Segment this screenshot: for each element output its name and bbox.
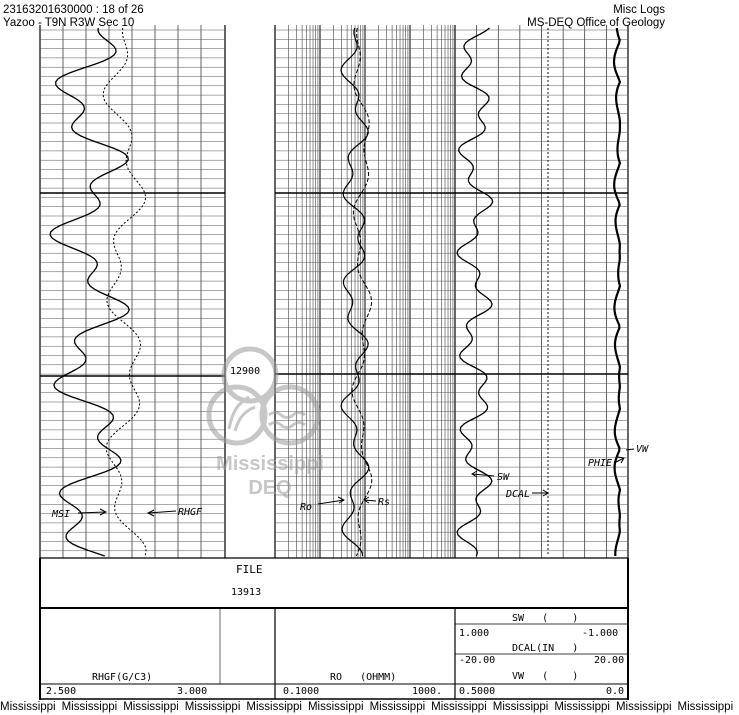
watermark-line2: DEQ [248,477,292,499]
footer-word: Mississippi [369,701,426,713]
track3-grid [455,25,628,558]
footer-watermark [0,700,734,715]
file-label: FILE [236,563,263,576]
footer-word: Mississippi [246,701,302,713]
track2-curve-name: RO (OHMM) [330,672,397,683]
track1-curve-name: RHGF(G/C3) [92,672,153,683]
footer-word: Mississippi [184,701,241,713]
phie-annotation: PHIE [588,458,613,469]
footer-word: Mississippi [431,701,487,713]
file-number: 13913 [231,587,262,598]
sw-annotation: SW [497,472,510,483]
log-curves [50,28,620,556]
track1-scale-min: 2.500 [46,686,77,697]
vw-curve-name: VW ( ) [512,671,579,682]
dcal-curve-name: DCAL(IN ) [512,643,579,654]
track1-grid [40,25,225,558]
handwritten-annotations [51,444,649,520]
sw-curve-name: SW ( ) [512,613,579,624]
footer-word: Mississippi [307,701,364,713]
footer-word: Mississippi [123,701,179,713]
vw-scale-right: 0.0 [606,686,625,697]
track2-scale-max: 1000. [412,686,443,697]
msi-annotation: MSI [52,509,71,520]
rhgf-annotation: RHGF [178,507,203,518]
deq-logo-icon [205,345,335,455]
ro-annotation: Ro [300,502,313,513]
rs-annotation: Rs [378,497,391,508]
sw-scale-left: 1.000 [459,628,490,639]
well-location: Yazoo - T9N R3W Sec 10 [3,17,135,29]
footer-word: Mississippi [0,701,56,713]
track2-scale-min: 0.1000 [283,686,320,697]
vw-annotation: VW [636,444,649,455]
vw-scale-left: 0.5000 [459,686,496,697]
dcal-annotation: DCAL [506,489,531,500]
watermark-line1: Mississippi [216,453,324,475]
depth-label: 12900 [230,366,261,377]
footer-word: Mississippi [492,701,549,713]
mississippi-deq-watermark [205,345,335,515]
dcal-scale-left: -20.00 [459,655,496,666]
footer-word: Mississippi [615,701,672,713]
agency-name: MS-DEQ Office of Geology [527,17,665,29]
footer-word: Mississippi [554,701,610,713]
footer-word: Mississippi [61,701,118,713]
dcal-scale-right: 20.00 [594,655,625,666]
track1-scale-max: 3.000 [177,686,208,697]
footer-word: Mississippi [677,701,734,713]
log-category: Misc Logs [613,4,665,16]
sw-scale-right: -1.000 [582,628,619,639]
well-id: 23163201630000 : 18 of 26 [3,4,144,16]
